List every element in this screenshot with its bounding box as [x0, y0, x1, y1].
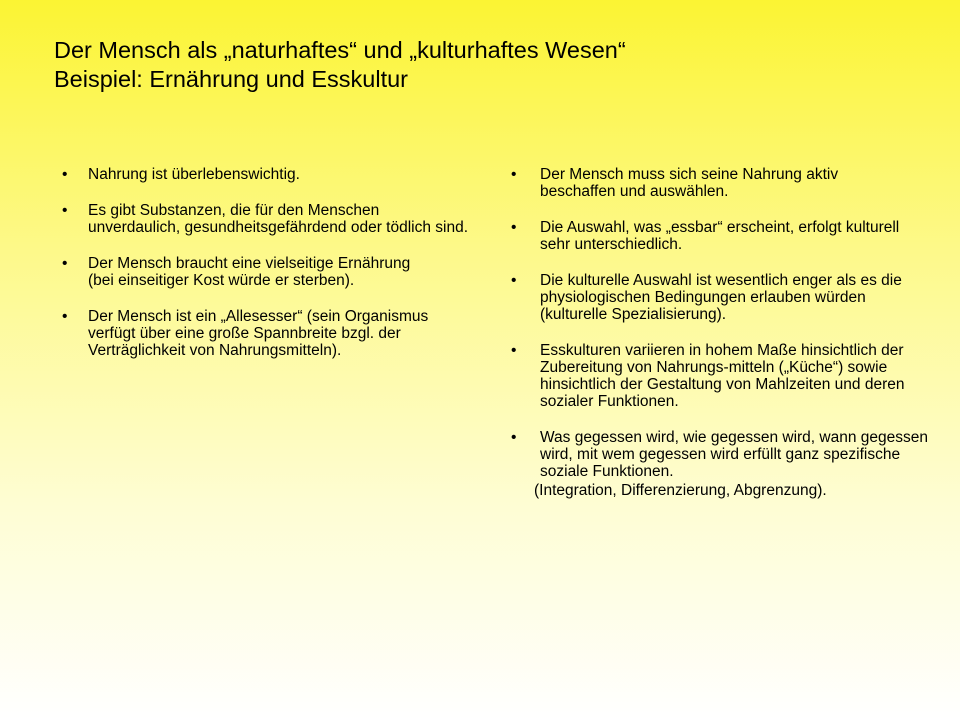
bullet-text: Die Auswahl, was „essbar“ erscheint, erfolgt kulturell sehr unterschiedlich. [540, 219, 900, 253]
left-bullet-list [62, 166, 469, 378]
bullet-text: Esskulturen variieren in hohem Maße hinsichtlich der Zubereitung von Nahrungs-mitteln („Küche“) sowie hinsichtlich der Gestaltung von Mahlzeiten und deren sozialer Funktionen. [540, 342, 905, 410]
right-bullet-item [511, 429, 935, 480]
bullet-text: Nahrung ist überlebenswichtig. [88, 166, 300, 183]
trailing-note: (Integration, Differenzierung, Abgrenzung). [534, 482, 827, 499]
left-bullet-item [62, 308, 438, 359]
bullet-text: Der Mensch braucht eine vielseitige Ernährung (bei einseitiger Kost würde er sterben). [88, 255, 411, 289]
title-line-2: Beispiel: Ernährung und Esskultur [54, 66, 409, 92]
bullet-icon: • [62, 255, 68, 272]
left-bullet-item [62, 202, 468, 236]
bullet-text: Der Mensch ist ein „Allesesser“ (sein Organismus verfügt über eine große Spannbreite bzgl. der Verträglichkeit von Nahrungsmitteln). [88, 308, 429, 359]
right-bullet-list [511, 166, 931, 499]
slide-title [54, 36, 914, 94]
left-bullet-item [62, 166, 462, 183]
right-bullet-item [511, 219, 930, 253]
right-bullet-item [511, 166, 900, 200]
right-bullet-item [511, 272, 935, 323]
bullet-icon: • [511, 166, 517, 183]
bullet-icon: • [511, 342, 517, 359]
bullet-text: Was gegessen wird, wie gegessen wird, wann gegessen wird, mit wem gegessen wird erfüllt ganz spezifische soziale Funktionen. [540, 429, 928, 480]
left-bullet-item [62, 255, 428, 289]
bullet-text: Die kulturelle Auswahl ist wesentlich enger als es die physiologischen Bedingungen erlauben würden (kulturelle Spezialisierung). [540, 272, 902, 323]
bullet-icon: • [511, 219, 517, 236]
title-line-1: Der Mensch als „naturhaftes“ und „kulturhaftes Wesen“ [54, 37, 626, 63]
bullet-text: Der Mensch muss sich seine Nahrung aktiv beschaffen und auswählen. [540, 166, 839, 200]
bullet-icon: • [62, 202, 68, 219]
bullet-icon: • [511, 272, 517, 289]
bullet-text: Es gibt Substanzen, die für den Menschen unverdaulich, gesundheitsgefährdend oder tödlich sind. [88, 202, 469, 236]
right-bullet-item [511, 342, 910, 410]
bullet-icon: • [62, 166, 68, 183]
bullet-icon: • [511, 429, 517, 446]
bullet-icon: • [62, 308, 68, 325]
